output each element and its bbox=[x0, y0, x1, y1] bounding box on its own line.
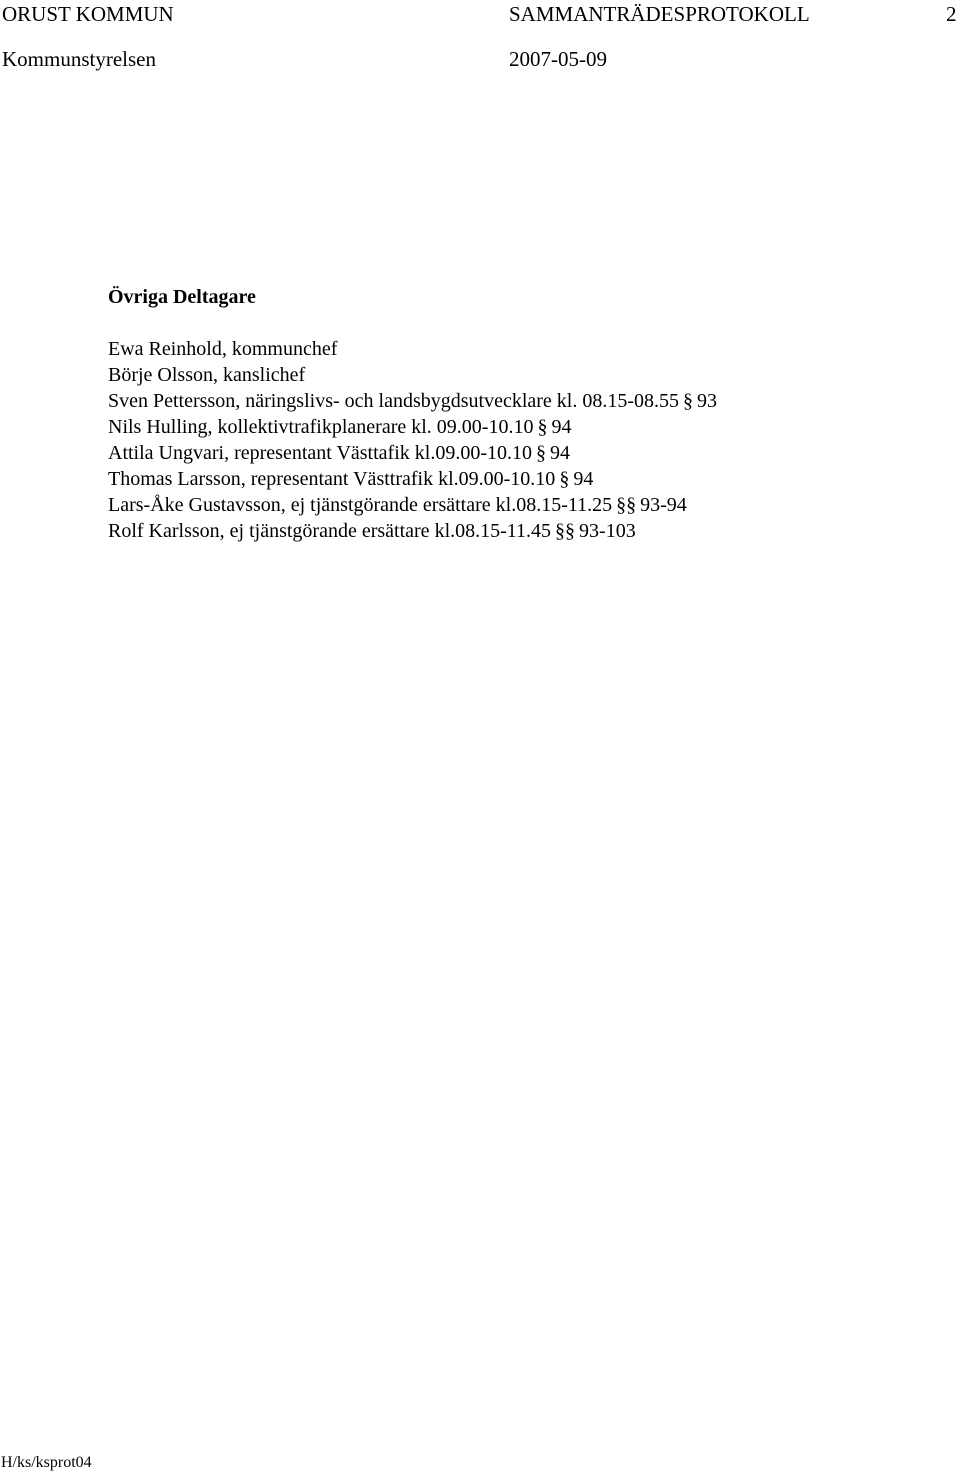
participant-text: Rolf Karlsson, ej tjänstgörande ersättare kl.08.15-11.45 bbox=[108, 520, 552, 542]
paragraph-mark: §§ bbox=[616, 494, 637, 516]
paragraph-mark: § bbox=[683, 390, 694, 412]
participant-line bbox=[108, 440, 717, 466]
paragraph-mark: §§ bbox=[555, 520, 576, 542]
participant-text: Sven Pettersson, näringslivs- och landsbygdsutvecklare kl. 08.15-08.55 bbox=[108, 390, 680, 412]
paragraph-mark: § bbox=[537, 416, 548, 438]
participant-line bbox=[108, 388, 717, 414]
participant-text: Thomas Larsson, representant Västtrafik kl.09.00-10.10 bbox=[108, 468, 556, 490]
file-reference: H/ks/ksprot04 bbox=[1, 1454, 92, 1471]
page-number: 2 bbox=[946, 2, 957, 26]
participant-text: Lars-Åke Gustavsson, ej tjänstgörande ersättare kl.08.15-11.25 bbox=[108, 494, 613, 516]
participant-line bbox=[108, 336, 717, 362]
paragraph-range: 93-103 bbox=[579, 520, 636, 542]
paragraph-mark: § bbox=[559, 468, 570, 490]
meeting-date: 2007-05-09 bbox=[509, 47, 607, 71]
paragraph-range: 93 bbox=[697, 390, 718, 412]
participant-text: Ewa Reinhold, kommunchef bbox=[108, 338, 338, 360]
organization-name: ORUST KOMMUN bbox=[2, 2, 174, 26]
participant-line bbox=[108, 414, 717, 440]
participant-line bbox=[108, 362, 717, 388]
participant-text: Nils Hulling, kollektivtrafikplanerare kl. 09.00-10.10 bbox=[108, 416, 534, 438]
participant-text: Börje Olsson, kanslichef bbox=[108, 364, 306, 386]
participant-text: Attila Ungvari, representant Västtafik kl.09.00-10.10 bbox=[108, 442, 532, 464]
participant-list bbox=[108, 336, 717, 544]
participant-line bbox=[108, 466, 717, 492]
paragraph-range: 94 bbox=[551, 416, 572, 438]
paragraph-mark: § bbox=[535, 442, 546, 464]
paragraph-range: 94 bbox=[549, 442, 570, 464]
paragraph-range: 93-94 bbox=[640, 494, 687, 516]
participant-line bbox=[108, 518, 717, 544]
committee-name: Kommunstyrelsen bbox=[2, 47, 156, 71]
document-type: SAMMANTRÄDESPROTOKOLL bbox=[509, 2, 810, 26]
section-heading: Övriga Deltagare bbox=[108, 286, 256, 308]
paragraph-range: 94 bbox=[573, 468, 594, 490]
participant-line bbox=[108, 492, 717, 518]
